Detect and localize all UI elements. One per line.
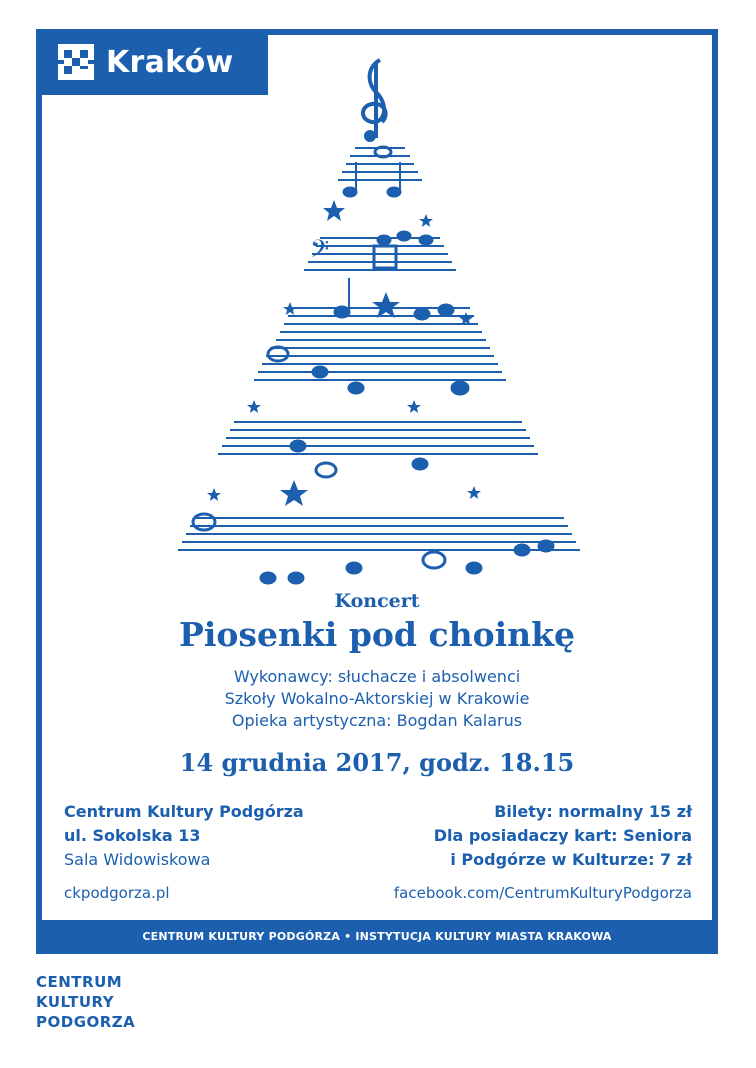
website-link[interactable]: ckpodgorza.pl bbox=[64, 884, 170, 902]
ckp-logo-line: KULTURY bbox=[36, 993, 115, 1011]
venue-block bbox=[64, 800, 304, 872]
staff-4 bbox=[254, 348, 506, 380]
krakow-logo-icon bbox=[58, 44, 94, 80]
performers-block bbox=[42, 666, 712, 732]
staff-1 bbox=[338, 148, 422, 180]
ticket-line: i Podgórze w Kulturze: 7 zł bbox=[450, 850, 692, 869]
event-kind: Koncert bbox=[334, 590, 420, 612]
svg-text:𝄢: 𝄢 bbox=[310, 235, 330, 270]
treble-clef-icon bbox=[363, 60, 386, 140]
music-tree-illustration bbox=[170, 52, 590, 592]
tickets-block bbox=[434, 800, 692, 872]
brand-name: Kraków bbox=[106, 44, 234, 80]
venue-hall: Sala Widowiskowa bbox=[64, 850, 211, 869]
staff-5 bbox=[218, 422, 538, 454]
ckp-logo-line: PODGORZA bbox=[36, 1013, 136, 1031]
performers-line: Opieka artystyczna: Bogdan Kalarus bbox=[231, 711, 523, 730]
facebook-link[interactable]: facebook.com/CentrumKulturyPodgorza bbox=[393, 884, 692, 902]
footer-bar: CENTRUM KULTURY PODGÓRZA • INSTYTUCJA KULTURY MIASTA KRAKOWA bbox=[36, 920, 718, 954]
event-heading bbox=[42, 588, 712, 732]
performers-line: Wykonawcy: słuchacze i absolwenci bbox=[233, 667, 521, 686]
event-title: Piosenki pod choinkę bbox=[179, 615, 575, 654]
ticket-line: Dla posiadaczy kart: Seniora bbox=[433, 826, 692, 845]
performers-line: Szkoły Wokalno-Aktorskiej w Krakowie bbox=[224, 689, 530, 708]
ckp-logo-line: CENTRUM bbox=[36, 973, 123, 991]
ckp-logo bbox=[36, 972, 136, 1032]
venue-street: ul. Sokolska 13 bbox=[64, 826, 201, 845]
event-date: 14 grudnia 2017, godz. 18.15 bbox=[179, 748, 575, 777]
ticket-line: Bilety: normalny 15 zł bbox=[494, 802, 692, 821]
venue-name: Centrum Kultury Podgórza bbox=[64, 802, 304, 821]
